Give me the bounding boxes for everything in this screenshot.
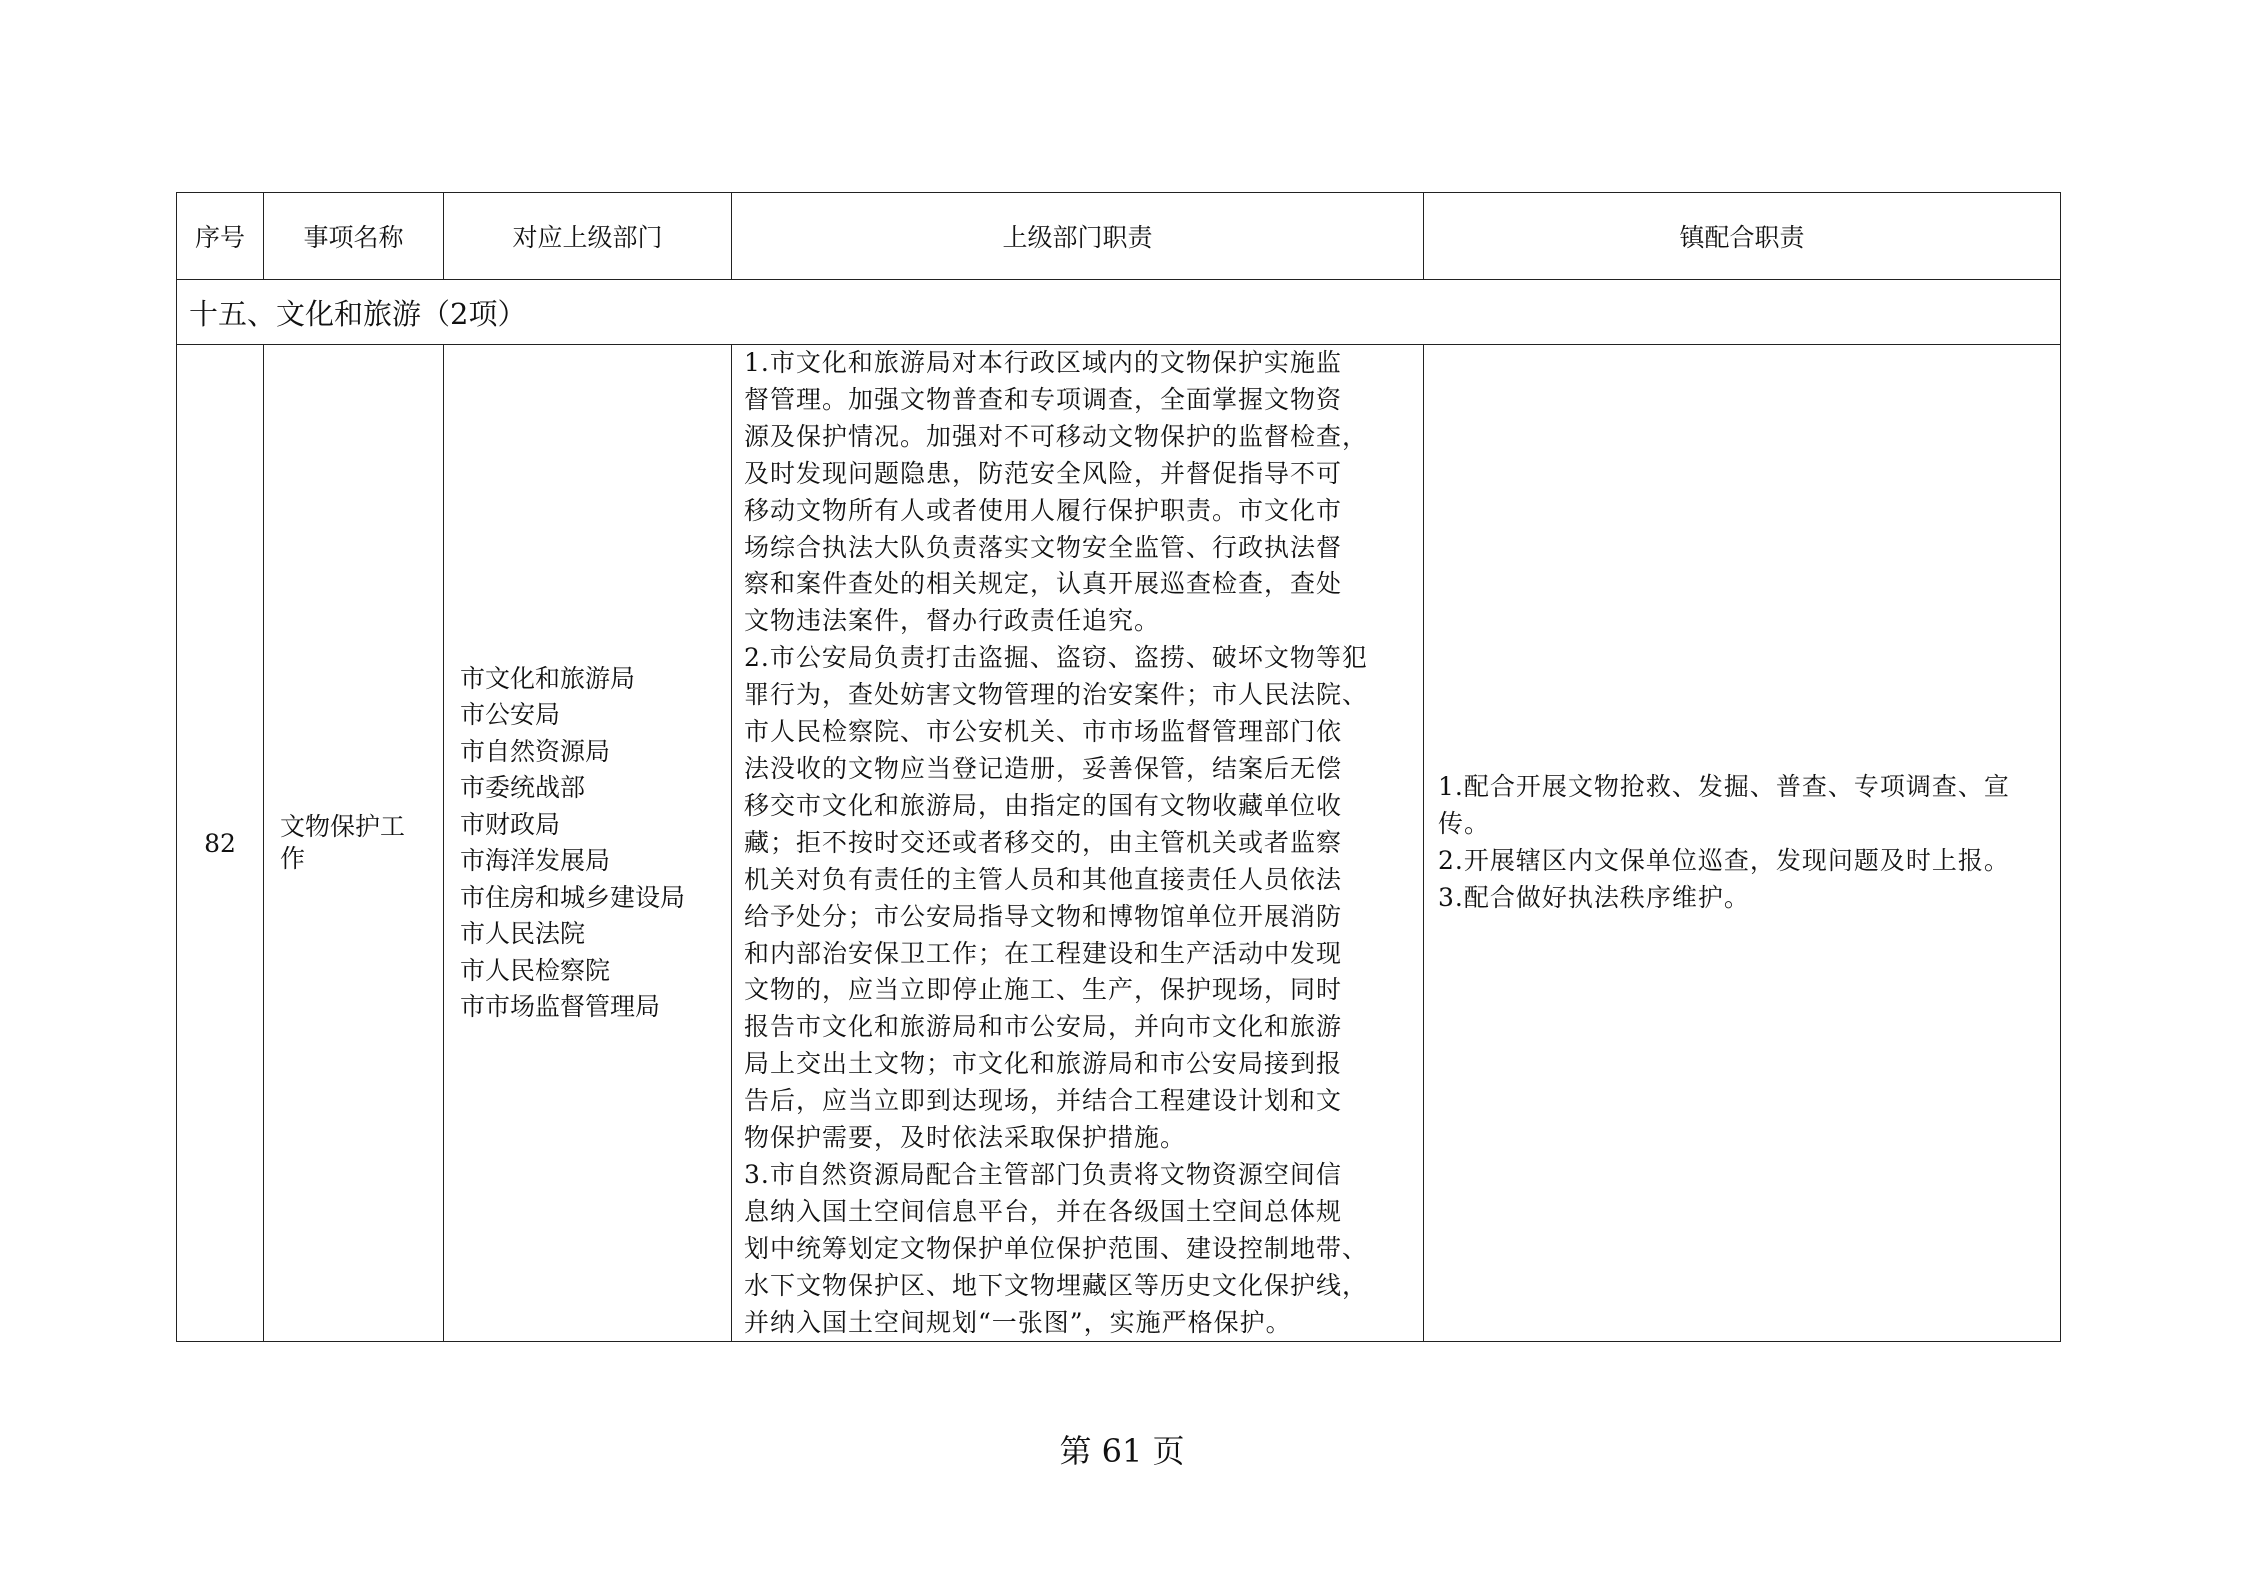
duty-line: 及时发现问题隐患，防范安全风险，并督促指导不可 [744, 458, 1343, 488]
department-item: 市人民法院 [460, 919, 586, 949]
duty-line: 罪行为，查处妨害文物管理的治安案件；市人民法院、 [744, 680, 1369, 710]
duty-line: 告后，应当立即到达现场，并结合工程建设计划和文 [744, 1086, 1343, 1116]
department-item: 市公安局 [460, 700, 561, 730]
duty-line: 市人民检察院、市公安机关、市市场监督管理部门依 [744, 717, 1343, 747]
duty-line: 报告市文化和旅游局和市公安局，并向市文化和旅游 [744, 1012, 1343, 1042]
duty-line: 3.市自然资源局配合主管部门负责将文物资源空间信 [744, 1159, 1342, 1189]
duty-line: 机关对负有责任的主管人员和其他直接责任人员依法 [744, 864, 1343, 894]
header-superior-duties: 上级部门职责 [732, 193, 1424, 280]
duty-line: 给予处分；市公安局指导文物和博物馆单位开展消防 [744, 901, 1343, 931]
responsibility-table [176, 192, 2061, 1342]
duty-line: 源及保护情况。加强对不可移动文物保护的监督检查， [744, 421, 1369, 451]
header-item-name: 事项名称 [264, 193, 444, 280]
duty-line: 并纳入国土空间规划“一张图”，实施严格保护。 [744, 1307, 1292, 1337]
header-number: 序号 [177, 193, 264, 280]
town-duty-line: 1.配合开展文物抢救、发掘、普查、专项调查、宣 [1438, 772, 2010, 802]
duty-line: 藏；拒不按时交还或者移交的，由主管机关或者监察 [744, 827, 1343, 857]
row-item-name [264, 345, 444, 1342]
section-row [177, 280, 2061, 345]
department-item: 市住房和城乡建设局 [460, 882, 686, 912]
duty-line: 和内部治安保卫工作；在工程建设和生产活动中发现 [744, 938, 1343, 968]
duty-line: 移动文物所有人或者使用人履行保护职责。市文化市 [744, 495, 1343, 525]
page-number: 第 61 页 [1059, 1432, 1185, 1470]
department-item: 市人民检察院 [460, 955, 611, 985]
department-item: 市文化和旅游局 [460, 663, 636, 693]
duty-line: 察和案件查处的相关规定，认真开展巡查检查，查处 [744, 569, 1343, 599]
town-duty-line: 2.开展辖区内文保单位巡查，发现问题及时上报。 [1438, 846, 2010, 876]
department-item: 市财政局 [460, 809, 561, 839]
town-duty-line: 3.配合做好执法秩序维护。 [1438, 883, 1750, 913]
item-name-line: 作 [280, 844, 306, 874]
duty-line: 法没收的文物应当登记造册，妥善保管，结案后无偿 [744, 753, 1343, 783]
duty-line: 文物的，应当立即停止施工、生产，保护现场，同时 [744, 975, 1343, 1005]
duty-line: 息纳入国土空间信息平台，并在各级国土空间总体规 [744, 1196, 1343, 1226]
row-departments [444, 345, 732, 1342]
department-item: 市市场监督管理局 [460, 992, 661, 1022]
duty-line: 划中统筹划定文物保护单位保护范围、建设控制地带、 [744, 1233, 1369, 1263]
table-row [177, 345, 2061, 1342]
header-town-duties: 镇配合职责 [1424, 193, 2061, 280]
responsibility-table-container [176, 192, 2060, 1342]
row-town-duties [1424, 345, 2061, 1342]
duty-line: 场综合执法大队负责落实文物安全监管、行政执法督 [744, 532, 1343, 562]
duty-line: 文物违法案件，督办行政责任追究。 [744, 606, 1161, 636]
duty-line: 督管理。加强文物普查和专项调查，全面掌握文物资 [744, 384, 1343, 414]
row-number: 82 [177, 345, 264, 1342]
town-duty-line: 传。 [1438, 809, 1491, 839]
department-item: 市海洋发展局 [460, 846, 611, 876]
table-header-row [177, 193, 2061, 280]
header-departments: 对应上级部门 [444, 193, 732, 280]
duty-line: 局上交出土文物；市文化和旅游局和市公安局接到报 [744, 1049, 1343, 1079]
item-name-line: 文物保护工 [280, 812, 406, 842]
section-title: 十五、文化和旅游（2项） [177, 280, 2061, 345]
duty-line: 物保护需要，及时依法采取保护措施。 [744, 1123, 1187, 1153]
duty-line: 2.市公安局负责打击盗掘、盗窃、盗捞、破坏文物等犯 [744, 643, 1368, 673]
duty-line: 水下文物保护区、地下文物埋藏区等历史文化保护线， [744, 1270, 1369, 1300]
duty-line: 移交市文化和旅游局，由指定的国有文物收藏单位收 [744, 790, 1343, 820]
department-item: 市委统战部 [460, 773, 586, 803]
row-superior-duties [732, 345, 1424, 1342]
duty-line: 1.市文化和旅游局对本行政区域内的文物保护实施监 [744, 348, 1342, 377]
department-item: 市自然资源局 [460, 736, 611, 766]
